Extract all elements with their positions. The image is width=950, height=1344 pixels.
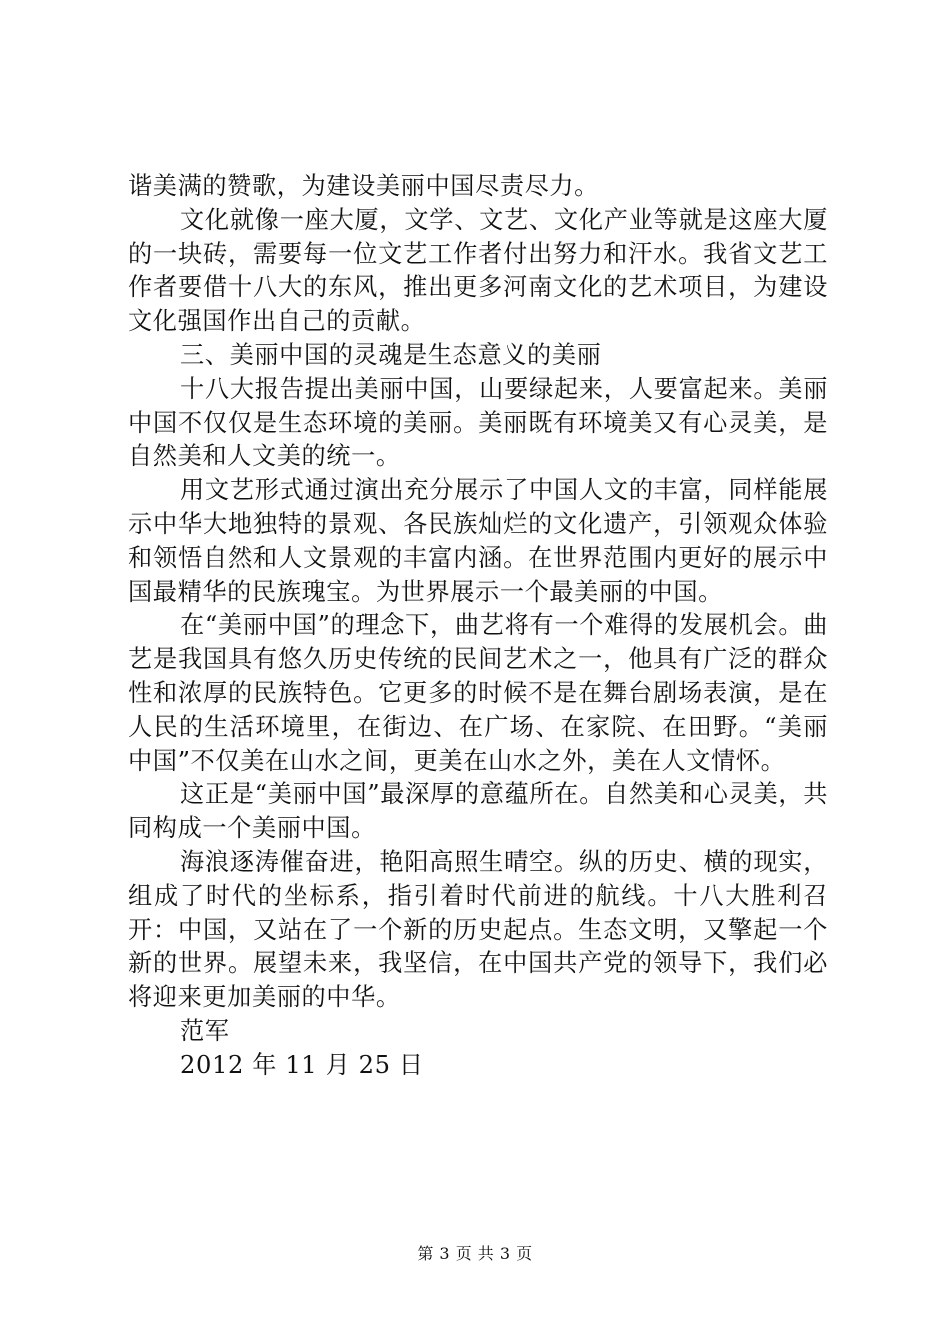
paragraph-meaning: 这正是“美丽中国”最深厚的意蕴所在。自然美和心灵美，共同构成一个美丽中国。 — [128, 780, 828, 843]
paragraph-performance: 用文艺形式通过演出充分展示了中国人文的丰富，同样能展示中华大地独特的景观、各民族灿烂的文化遗产，引领观众体验和领悟自然和人文景观的丰富内涵。在世界范围内更好的展示中国最精华的民族瑰宝。为世界展示一个最美丽的中国。 — [128, 476, 828, 606]
paragraph-report: 十八大报告提出美丽中国，山要绿起来，人要富起来。美丽中国不仅仅是生态环境的美丽。美丽既有环境美又有心灵美，是自然美和人文美的统一。 — [128, 374, 828, 471]
author-signature: 范军 — [180, 1016, 230, 1045]
page-footer — [0, 1244, 950, 1264]
paragraph-quyi: 在“美丽中国”的理念下，曲艺将有一个难得的发展机会。曲艺是我国具有悠久历史传统的民间艺术之一，他具有广泛的群众性和浓厚的民族特色。它更多的时候不是在舞台剧场表演，是在人民的生活环境里，在街边、在广场、在家院、在田野。“美丽中国”不仅美在山水之间，更美在山水之外，美在人文情怀。 — [128, 611, 828, 775]
section-heading: 三、美丽中国的灵魂是生态意义的美丽 — [180, 340, 602, 369]
paragraph-conclusion: 海浪逐涛催奋进，艳阳高照生晴空。纵的历史、横的现实，组成了时代的坐标系，指引着时代前进的航线。十八大胜利召开：中国，又站在了一个新的历史起点。生态文明，又擎起一个新的世界。展望未来，我坚信，在中国共产党的领导下，我们必将迎来更加美丽的中华。 — [128, 847, 828, 1012]
page-number-label: 第 3 页 共 3 页 — [417, 1244, 533, 1263]
paragraph-culture-building: 文化就像一座大厦，文学、文艺、文化产业等就是这座大厦的一块砖，需要每一位文艺工作者付出努力和汗水。我省文艺工作者要借十八大的东风，推出更多河南文化的艺术项目，为建设文化强国作出自己的贡献。 — [128, 205, 828, 336]
document-body — [128, 170, 828, 1083]
paragraph-continuation: 谐美满的赞歌，为建设美丽中国尽责尽力。 — [128, 172, 599, 200]
document-date: 2012 年 11 月 25 日 — [180, 1050, 424, 1079]
